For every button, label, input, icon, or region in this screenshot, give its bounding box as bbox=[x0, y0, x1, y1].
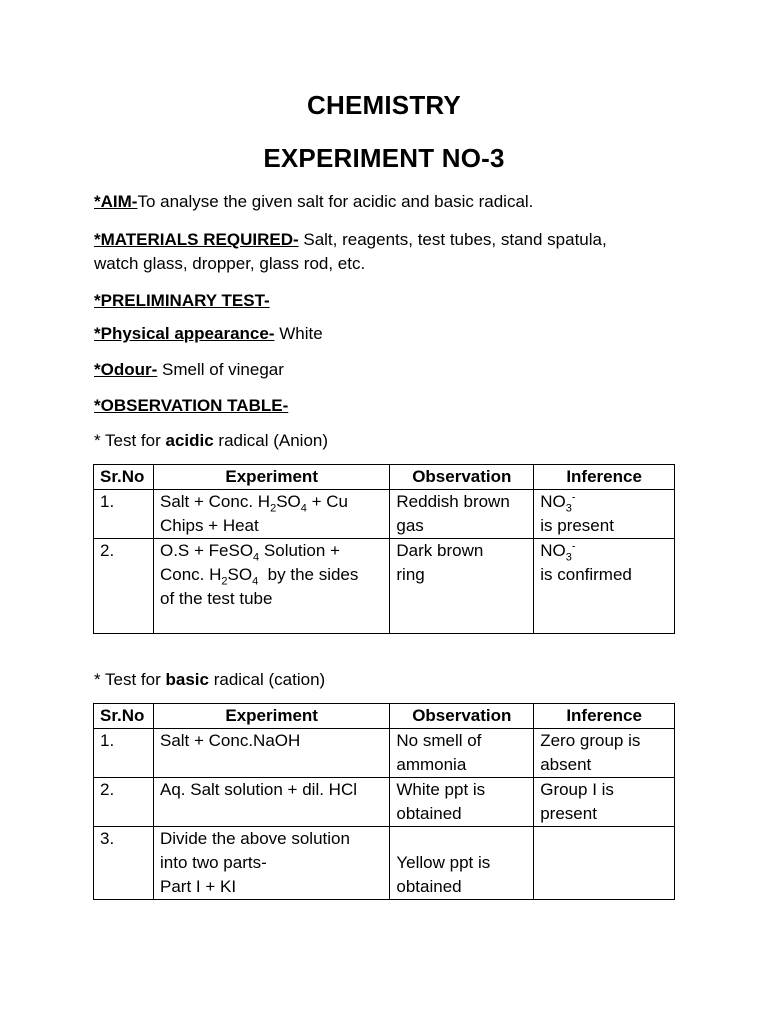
exp-text: Divide the above solution bbox=[159, 829, 350, 848]
exp-text: O.S + FeSO bbox=[159, 541, 254, 560]
exp-text: Salt + Conc.NaOH bbox=[159, 731, 301, 750]
row-inference bbox=[534, 490, 675, 539]
materials-text-2: watch glass, dropper, glass rod, etc. bbox=[94, 254, 366, 273]
row-observation bbox=[390, 490, 534, 539]
exp-text: of the test tube bbox=[159, 589, 273, 608]
row-observation bbox=[390, 778, 534, 827]
row-srno: 2. bbox=[94, 778, 154, 827]
inf-subscript: 3 bbox=[565, 551, 572, 564]
table-row bbox=[94, 778, 675, 827]
observation-table-label: *OBSERVATION TABLE- bbox=[94, 396, 289, 415]
table-row bbox=[94, 539, 675, 634]
inf-text: Group I is bbox=[540, 780, 614, 799]
basic-intro-pre: * Test for bbox=[94, 670, 166, 689]
inf-superscript: - bbox=[571, 540, 576, 553]
table-header-row bbox=[94, 704, 675, 729]
row-experiment bbox=[153, 778, 389, 827]
header-inference: Inference bbox=[534, 704, 675, 729]
inf-formula: NO bbox=[540, 492, 566, 511]
inf-subscript: 3 bbox=[565, 502, 572, 515]
exp-text: Aq. Salt solution + dil. HCl bbox=[159, 780, 357, 799]
aim-text: To analyse the given salt for acidic and basic radical. bbox=[137, 192, 534, 211]
inf-superscript: - bbox=[571, 491, 576, 504]
preliminary-line bbox=[94, 289, 694, 313]
preliminary-label: *PRELIMINARY TEST- bbox=[94, 291, 270, 310]
row-inference bbox=[534, 778, 675, 827]
row-observation bbox=[390, 539, 534, 634]
header-observation: Observation bbox=[390, 465, 534, 490]
acidic-intro-post: radical (Anion) bbox=[213, 431, 329, 450]
header-srno: Sr.No bbox=[94, 704, 154, 729]
obs-text: Reddish brown bbox=[396, 492, 510, 511]
table-row bbox=[94, 490, 675, 539]
materials-line bbox=[94, 228, 694, 252]
header-experiment: Experiment bbox=[153, 465, 389, 490]
row-experiment bbox=[153, 490, 389, 539]
materials-line-2 bbox=[94, 252, 694, 276]
header-srno: Sr.No bbox=[94, 465, 154, 490]
exp-text: Conc. H bbox=[159, 565, 222, 584]
obs-text: gas bbox=[396, 516, 424, 535]
row-inference bbox=[534, 539, 675, 634]
inf-formula: NO bbox=[540, 541, 566, 560]
row-experiment bbox=[153, 729, 389, 778]
exp-text: by the sides bbox=[258, 565, 359, 584]
observation-table-line bbox=[94, 394, 694, 418]
row-inference bbox=[534, 729, 675, 778]
obs-text: Yellow ppt is bbox=[396, 853, 491, 872]
inf-text: absent bbox=[540, 755, 592, 774]
exp-subscript: 2 bbox=[270, 502, 277, 515]
obs-text: No smell of bbox=[396, 731, 482, 750]
acidic-intro bbox=[94, 429, 694, 453]
exp-text: Salt + Conc. H bbox=[159, 492, 271, 511]
obs-text: obtained bbox=[396, 804, 462, 823]
basic-intro bbox=[94, 668, 694, 692]
exp-text: Chips + Heat bbox=[159, 516, 259, 535]
exp-text: Part I + KI bbox=[159, 877, 237, 896]
row-srno: 1. bbox=[94, 490, 154, 539]
row-observation bbox=[390, 729, 534, 778]
obs-text: ring bbox=[396, 565, 425, 584]
exp-text: into two parts- bbox=[159, 853, 267, 872]
row-experiment bbox=[153, 539, 389, 634]
table-row bbox=[94, 729, 675, 778]
basic-intro-bold: basic bbox=[165, 670, 209, 689]
obs-text: White ppt is bbox=[396, 780, 486, 799]
table-row bbox=[94, 827, 675, 900]
exp-subscript: 4 bbox=[252, 575, 259, 588]
header-inference: Inference bbox=[534, 465, 675, 490]
row-inference-empty bbox=[534, 827, 675, 900]
basic-radical-table bbox=[93, 703, 675, 900]
exp-text: SO bbox=[276, 492, 301, 511]
exp-text: + Cu bbox=[306, 492, 348, 511]
physical-value: White bbox=[274, 324, 323, 343]
inf-text: Zero group is bbox=[540, 731, 641, 750]
exp-text: Solution + bbox=[259, 541, 340, 560]
aim-line bbox=[94, 190, 694, 214]
experiment-title: EXPERIMENT NO-3 bbox=[263, 143, 505, 173]
aim-label: *AIM- bbox=[94, 192, 138, 211]
header-observation: Observation bbox=[390, 704, 534, 729]
basic-intro-post: radical (cation) bbox=[208, 670, 326, 689]
exp-subscript: 4 bbox=[253, 551, 260, 564]
acidic-intro-pre: * Test for bbox=[94, 431, 166, 450]
materials-text-1: Salt, reagents, test tubes, stand spatula, bbox=[298, 230, 607, 249]
inf-text: present bbox=[540, 804, 597, 823]
obs-text: Dark brown bbox=[396, 541, 484, 560]
physical-label: *Physical appearance- bbox=[94, 324, 275, 343]
row-srno: 3. bbox=[94, 827, 154, 900]
exp-subscript: 4 bbox=[300, 502, 307, 515]
exp-subscript: 2 bbox=[221, 575, 228, 588]
physical-line bbox=[94, 322, 694, 346]
odour-label: *Odour- bbox=[94, 360, 158, 379]
row-srno: 1. bbox=[94, 729, 154, 778]
inf-text: is present bbox=[540, 516, 614, 535]
obs-text: ammonia bbox=[396, 755, 467, 774]
row-experiment bbox=[153, 827, 389, 900]
odour-value: Smell of vinegar bbox=[157, 360, 284, 379]
subject-title: CHEMISTRY bbox=[307, 90, 461, 120]
acidic-intro-bold: acidic bbox=[165, 431, 214, 450]
table-header-row bbox=[94, 465, 675, 490]
odour-line bbox=[94, 358, 694, 382]
inf-text: is confirmed bbox=[540, 565, 632, 584]
header-experiment: Experiment bbox=[153, 704, 389, 729]
obs-text: obtained bbox=[396, 877, 462, 896]
row-observation bbox=[390, 827, 534, 900]
row-srno: 2. bbox=[94, 539, 154, 634]
exp-text: SO bbox=[227, 565, 253, 584]
acidic-radical-table bbox=[93, 464, 675, 634]
materials-label: *MATERIALS REQUIRED- bbox=[94, 230, 299, 249]
